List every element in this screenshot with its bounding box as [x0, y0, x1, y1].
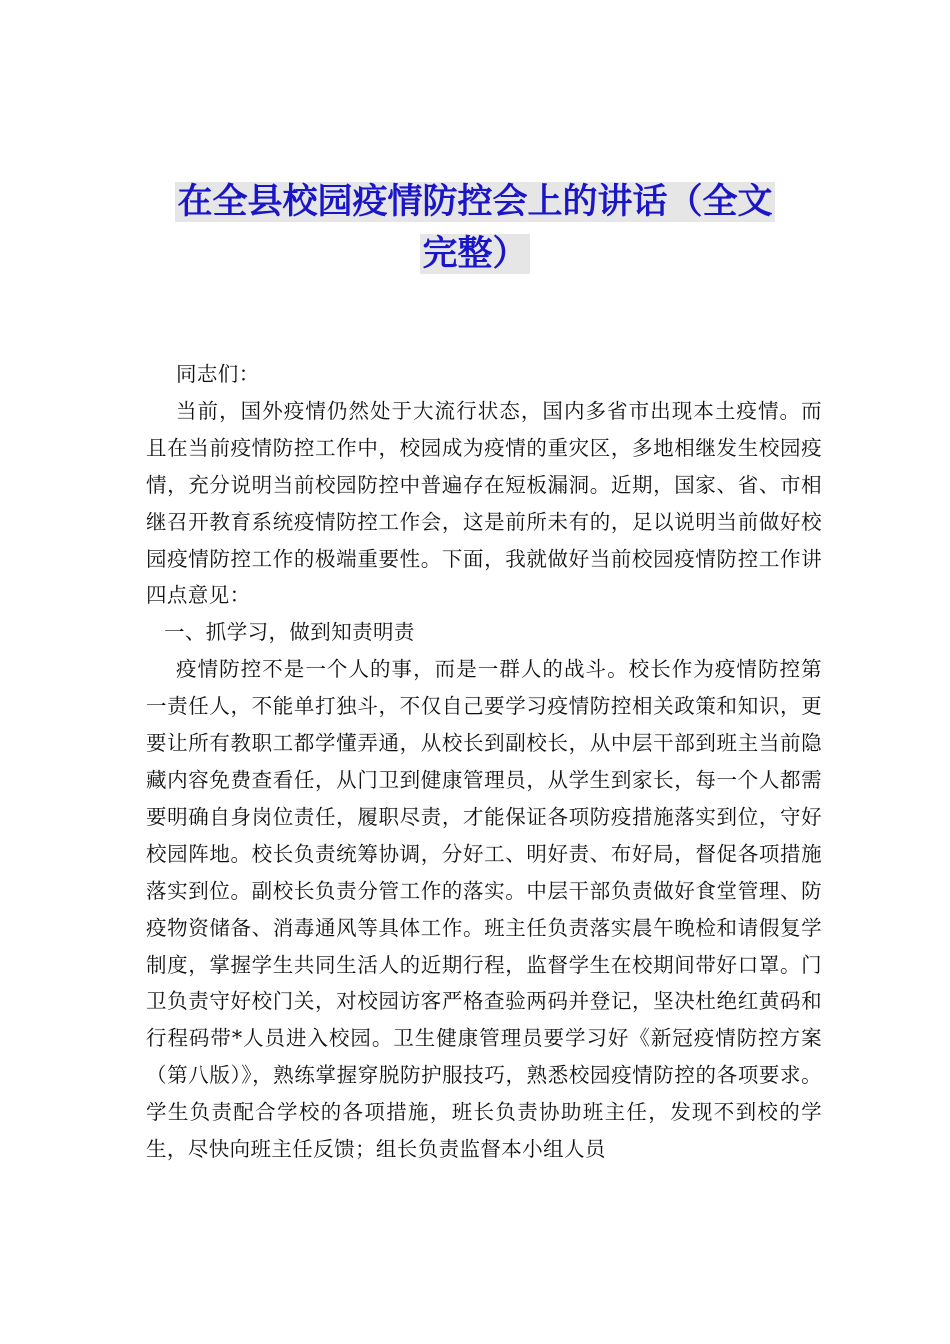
title-line-2: 完整） [422, 234, 528, 274]
title-line-1: 在全县校园疫情防控会上的讲话（全文 [177, 182, 773, 222]
document-body [146, 356, 822, 1168]
paragraph-intro: 当前，国外疫情仍然处于大流行状态，国内多省市出现本土疫情。而且在当前疫情防控工作中，校园成为疫情的重灾区，多地相继发生校园疫情，充分说明当前校园防控中普遍存在短板漏洞。近期，国家、省、市相继召开教育系统疫情防控工作会，这是前所未有的，足以说明当前做好校园疫情防控工作的极端重要性。下面，我就做好当前校园疫情防控工作讲四点意见： [146, 398, 822, 608]
salutation: 同志们： [176, 362, 260, 386]
document-title [140, 176, 810, 280]
paragraph-section-1: 疫情防控不是一个人的事，而是一群人的战斗。校长作为疫情防控第一责任人，不能单打独斗，不仅自己要学习疫情防控相关政策和知识，更要让所有教职工都学懂弄通，从校长到副校长，从中层干部到班主当前隐藏内容免费查看任，从门卫到健康管理员，从学生到家长，每一个人都需要明确自身岗位责任，履职尽责，才能保证各项防疫措施落实到位，守好校园阵地。校长负责统筹协调，分好工、明好责、布好局，督促各项措施落实到位。副校长负责分管工作的落实。中层干部负责做好食堂管理、防疫物资储备、消毒通风等具体工作。班主任负责落实晨午晚检和请假复学制度，掌握学生共同生活人的近期行程，监督学生在校期间带好口罩。门卫负责守好校门关，对校园访客严格查验两码并登记，坚决杜绝红黄码和行程码带*人员进入校园。卫生健康管理员要学习好《新冠疫情防控方案（第八版）》，熟练掌握穿脱防护服技巧，熟悉校园疫情防控的各项要求。学生负责配合学校的各项措施，班长负责协助班主任，发现不到校的学生，尽快向班主任反馈；组长负责监督本小组人员 [146, 657, 822, 1162]
section-heading-1: 一、抓学习，做到知责明责 [164, 620, 415, 645]
